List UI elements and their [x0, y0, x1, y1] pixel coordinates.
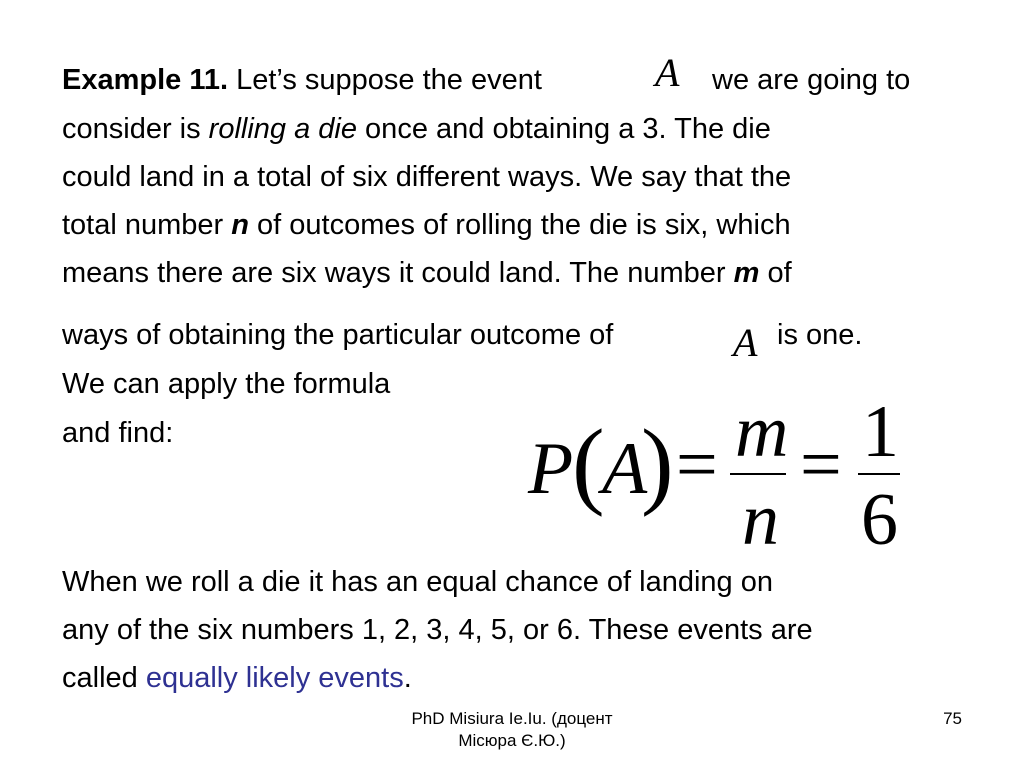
footer-author: [0, 708, 1024, 752]
text-line-5: [62, 256, 792, 290]
text-line-7: We can apply the formula: [62, 368, 391, 400]
formula-denominator-n: n: [742, 479, 779, 561]
formula-equals-1: =: [676, 424, 718, 506]
formula-p: P: [528, 428, 574, 510]
fraction-bar-2: [858, 473, 900, 475]
text-line-3: could land in a total of six different ways. We say that the: [62, 161, 792, 193]
example-label: Example 11.: [62, 64, 229, 96]
formula-equals-2: =: [800, 424, 842, 506]
math-variable-a-2: A: [733, 320, 758, 365]
formula-left-paren: (: [572, 410, 605, 518]
formula-right-paren: ): [641, 410, 674, 518]
closing-line-2: any of the six numbers 1, 2, 3, 4, 5, or 6. These events are: [62, 614, 813, 646]
formula-numerator-m: m: [735, 391, 789, 473]
closing-line-3: [62, 661, 412, 695]
text-line-6: ways of obtaining the particular outcome of: [62, 319, 614, 351]
page-number: 75: [943, 709, 962, 728]
text-segment: total number: [62, 209, 232, 241]
variable-m: m: [733, 257, 760, 289]
fraction-bar-1: [730, 473, 786, 475]
text-segment: .: [403, 662, 412, 694]
text-line-8: and find:: [62, 417, 174, 449]
formula-denominator-6: 6: [861, 479, 898, 561]
text-segment: Let’s suppose the event: [228, 64, 542, 96]
text-segment: means there are six ways it could land. The number: [62, 257, 734, 289]
closing-line-1: When we roll a die it has an equal chance of landing on: [62, 566, 773, 598]
text-segment: once and obtaining a 3. The die: [357, 113, 771, 145]
text-segment: consider is: [62, 113, 209, 145]
footer-author-line-2: Місюра Є.Ю.): [458, 731, 566, 750]
italic-phrase: rolling a die: [208, 113, 357, 145]
text-line-1-end: we are going to: [712, 64, 911, 96]
text-line-2: [62, 112, 771, 146]
formula-numerator-1: 1: [862, 391, 899, 473]
text-line-6-end: is one.: [777, 319, 863, 351]
text-segment: of outcomes of rolling the die is six, which: [248, 209, 791, 241]
variable-n: n: [231, 209, 249, 241]
text-segment: called: [62, 662, 146, 694]
footer-author-line-1: PhD Misiura Ie.Iu. (доцент: [411, 709, 613, 728]
formula-a: A: [602, 428, 648, 510]
highlighted-term: equally likely events: [145, 662, 404, 694]
math-variable-a: A: [655, 50, 680, 95]
text-line-4: [62, 208, 791, 242]
text-segment: of: [759, 257, 792, 289]
text-line-1: [62, 63, 542, 97]
